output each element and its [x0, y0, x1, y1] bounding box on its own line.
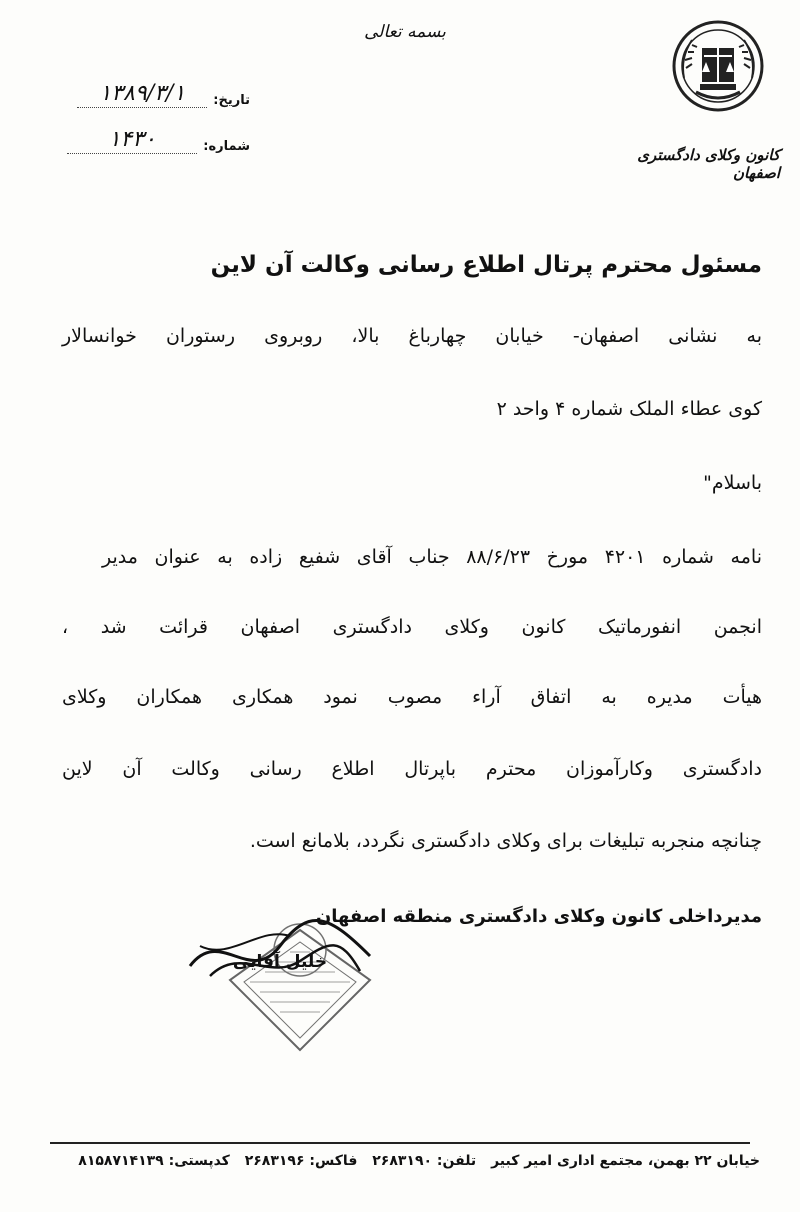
footer-fax: فاکس: ۲۶۸۳۱۹۶: [244, 1153, 358, 1169]
footer-phone: تلفن: ۲۶۸۳۱۹۰: [372, 1153, 477, 1169]
footer-contact: [40, 1153, 760, 1169]
bar-association-emblem-icon: [670, 18, 766, 114]
number-value: ۱۴۳۰: [67, 127, 197, 154]
body-line: چنانچه منجربه تبلیغات برای وکلای دادگستری نگردد، بلامانع است.: [249, 830, 762, 852]
body-line: نامه شماره ۴۲۰۱ مورخ ۸۸/۶/۲۳ جناب آقای شفیع زاده به عنوان مدیر: [102, 546, 762, 568]
body-line: دادگستری وکارآموزان محترم باپرتال اطلاع رسانی وکالت آن لاین: [62, 758, 762, 780]
date-value: ۱۳۸۹/۳/۱: [77, 81, 207, 108]
number-label: شماره:: [203, 139, 250, 154]
date-row: [40, 78, 250, 108]
date-label: تاریخ:: [213, 93, 250, 108]
number-row: [40, 124, 250, 154]
body-line: هیأت مدیره به اتفاق آراء مصوب نمود همکاری همکاران وکلای: [62, 686, 762, 708]
greeting: باسلام": [703, 472, 762, 494]
address-line: به نشانی اصفهان- خیابان چهارباغ بالا، روبروی رستوران خوانسالار: [62, 325, 762, 347]
recipient-heading: مسئول محترم پرتال اطلاع رسانی وکالت آن لاین: [210, 252, 762, 278]
footer-address: خیابان ۲۲ بهمن، مجتمع اداری امیر کبیر: [491, 1153, 760, 1169]
signature-name: خلیل آقایی: [232, 952, 328, 972]
footer-divider: [50, 1142, 750, 1144]
body-line: انجمن انفورماتیک کانون وکلای دادگستری اصفهان قرائت شد ،: [62, 616, 762, 638]
footer-postal-code: کدپستی: ۸۱۵۸۷۱۴۱۳۹: [78, 1153, 230, 1169]
organization-name: کانون وکلای دادگستری اصفهان: [637, 146, 780, 182]
signature-title: مدیرداخلی کانون وکلای دادگستری منطقه اصفهان: [315, 906, 762, 927]
address-line: کوی عطاء الملک شماره ۴ واحد ۲: [496, 398, 762, 420]
invocation: بسمه تعالی: [364, 22, 446, 42]
